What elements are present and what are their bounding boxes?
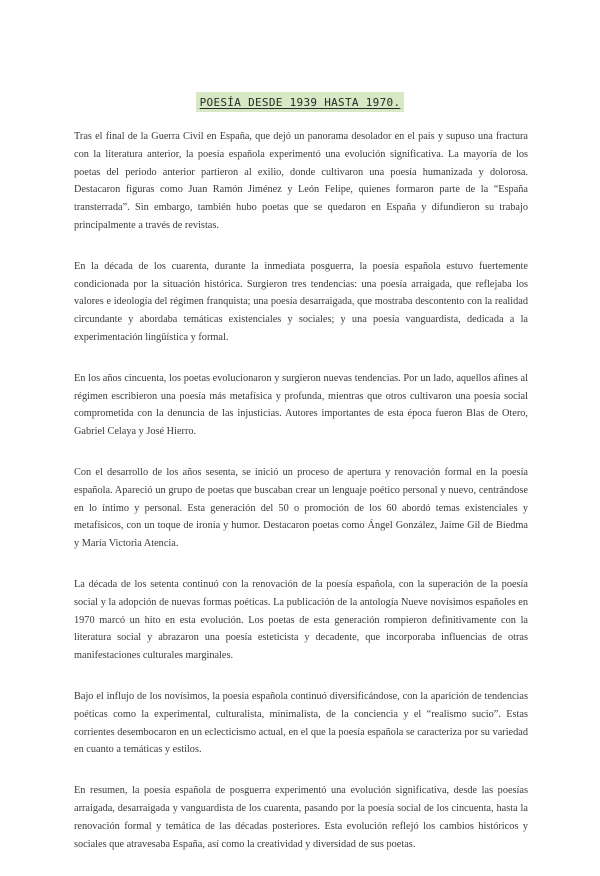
paragraph-novisimos: Bajo el influjo de los novísimos, la poesía española continuó diversificándose, con la aparición de tendencias poéticas como la experimental, culturalista, minimalista, de la conciencia y el “realismo sucio”. Estas corrientes desembocaron en un eclecticismo actual, en el que la poesía española se caracteriza por su variedad en cuanto a temáticas y estilos. [74, 690, 528, 756]
paragraph-summary: En resumen, la poesía española de posguerra experimentó una evolución significativa, desde las poesías arraigada, desarraigada y vanguardista de los cuarenta, pasando por la poesía social de los cincuenta, hasta la renovación formal y temática de las décadas posteriores. Esta evolución reflejó los cambios históricos y sociales que atravesaba España, así como la creatividad y diversidad de sus poetas. [74, 785, 528, 850]
paragraph-fifties: En los años cincuenta, los poetas evolucionaron y surgieron nuevas tendencias. Por un lado, aquellos afines al régimen escribieron una poesía más metafísica y profunda, mientras que otros cultivaron una poesía social comprometida con la denuncia de las injusticias. Autores importantes de esta época fueron Blas de Otero, Gabriel Celaya y José Hierro. [74, 372, 528, 438]
paragraph-exile: Tras el final de la Guerra Civil en España, que dejó un panorama desolador en el país y supuso una fractura con la literatura anterior, la poesía española experimentó una evolución significativa. La mayoría de los poetas del periodo anterior partieron al exilio, donde cultivaron una poesía humanizada y dolorosa. Destacaron figuras como Juan Ramón Jiménez y León Felipe, quienes formaron parte de la “España transterrada”. Sin embargo, también hubo poetas que se quedaron en España y difundieron su trabajo principalmente a través de revistas. [74, 131, 528, 231]
paragraph-forties: En la década de los cuarenta, durante la inmediata posguerra, la poesía española estuvo fuertemente condicionada por la situación histórica. Surgieron tres tendencias: una poesía arraigada, que reflejaba los valores e ideología del régimen franquista; una poesía desarraigada, que mostraba descontento con la realidad circundante y abordaba temáticas existenciales y sociales; y una poesía vanguardista, dedicada a la experimentación lingüística y formal. [74, 260, 528, 343]
paragraph-seventies: La década de los setenta continuó con la renovación de la poesía española, con la superación de la poesía social y la adopción de nuevas formas poéticas. La publicación de la antología Nueve novísimos españoles en 1970 marcó un hito en esta evolución. Los poetas de esta generación rompieron definitivamente con la literatura social y abrazaron una poesía esteticista y decadente, que incorporaba influencias de otras manifestaciones culturales marginales. [74, 578, 528, 662]
document-title: POESÍA DESDE 1939 HASTA 1970. [196, 92, 405, 112]
title-container [0, 92, 600, 112]
document-body [74, 128, 528, 876]
paragraph-sixties: Con el desarrollo de los años sesenta, se inició un proceso de apertura y renovación formal en la poesía española. Apareció un grupo de poetas que buscaban crear un lenguaje poético personal y nuevo, centrándose en lo íntimo y personal. Esta generación del 50 o promoción de los 60 abordó temas existenciales y metafísicos, con un toque de ironía y humor. Destacaron poetas como Ángel González, Jaime Gil de Biedma y María Victoria Atencia. [74, 466, 528, 550]
